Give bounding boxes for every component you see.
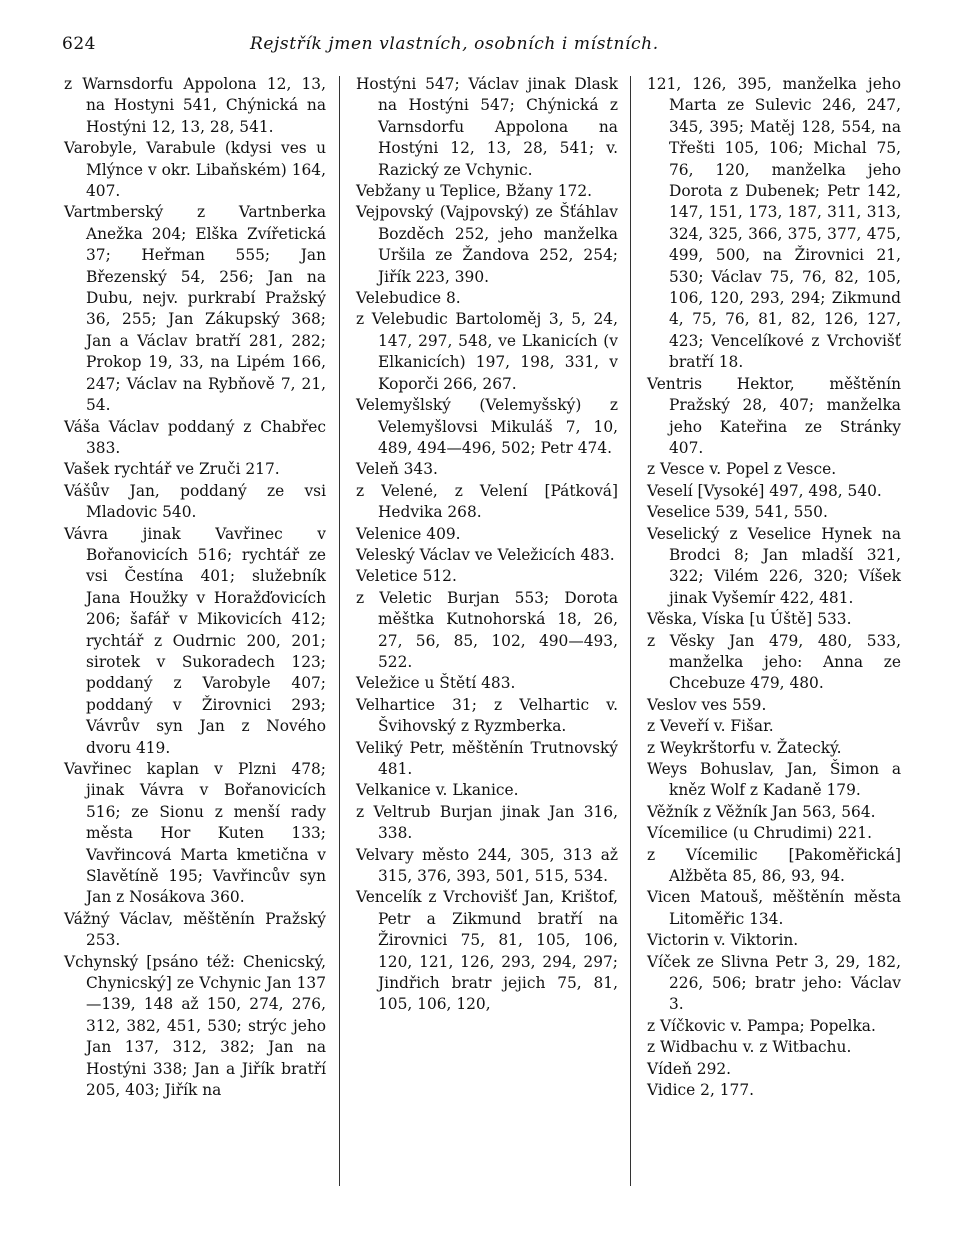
index-entry: Vážný Václav, měštěnín Pražský 253. bbox=[64, 909, 326, 950]
index-entry: 121, 126, 395, manželka jeho Marta ze Sulevic 246, 247, 345, 395; Matěj 128, 554, na Třešti 105, 106; Michal 75, 76, 120, manželka jeho Dorota z Dubenek; Petr 142, 147, 151, 173, 187, 311, 313, 324, 325, 366, 375, 377, 475, 499, 500, na Žirovnici 21, 530; Václav 75, 76, 82, 105, 106, 120, 293, 294; Zikmund 4, 75, 76, 81, 82, 126, 127, 423; Vencelíkové z Vrchovišť bratří 18. bbox=[647, 75, 901, 372]
index-entry: Věžník z Věžník Jan 563, 564. bbox=[647, 802, 876, 821]
index-entry: Vebžany u Teplice, Bžany 172. bbox=[356, 182, 592, 201]
index-entry: Vejpovský (Vajpovský) ze Šťáhlav Bozděch 252, jeho manželka Uršila ze Žandova 252, 254; Jiřík 223, 390. bbox=[356, 203, 618, 286]
column-divider bbox=[630, 76, 631, 1186]
index-entry: Veselice 539, 541, 550. bbox=[647, 503, 828, 522]
index-entry: Ventris Hektor, měštěnín Pražský 28, 407; manželka jeho Kateřina ze Stránky 407. bbox=[647, 374, 901, 457]
index-entry: Vášův Jan, poddaný ze vsi Mladovic 540. bbox=[64, 481, 326, 522]
index-entry: Velkanice v. Lkanice. bbox=[356, 781, 519, 800]
index-entry: Vícemilice (u Chrudimi) 221. bbox=[647, 824, 872, 843]
index-entry: Váša Václav poddaný z Chabřec 383. bbox=[64, 417, 326, 457]
index-entry: Veliký Petr, měštěnín Trutnovský 481. bbox=[356, 738, 618, 778]
column-divider bbox=[339, 76, 340, 1186]
index-entry: Veselický z Veselice Hynek na Brodci 8; Jan mladší 321, 322; Vilém 226, 320; Víšek jinak Vyšemír 422, 481. bbox=[647, 524, 901, 607]
index-entry: Veleň 343. bbox=[356, 460, 438, 479]
index-entry: Vídeň 292. bbox=[647, 1059, 732, 1078]
index-entry: z Velebudic Bartoloměj 3, 5, 24, 147, 297, 548, ve Lkanicích (v Elkanicích) 197, 198, 331, v Koporči 266, 267. bbox=[356, 310, 618, 393]
index-entry: Velebudice 8. bbox=[356, 289, 461, 308]
running-title: Rejstřík jmen vlastních, osobních i místních. bbox=[250, 34, 659, 54]
index-entry: Veletice 512. bbox=[356, 567, 457, 586]
index-entry: Velhartice 31; z Velhartic v. Švihovský z Ryzmberka. bbox=[356, 695, 618, 736]
index-entry: z Widbachu v. z Witbachu. bbox=[647, 1038, 852, 1057]
index-entry: z Velené, z Velení [Pátková] Hedvika 268. bbox=[356, 481, 618, 522]
index-entry: Věska, Víska [u Úště] 533. bbox=[647, 610, 852, 629]
index-entry: z Věsky Jan 479, 480, 533, manželka jeho: Anna ze Chcebuze 479, 480. bbox=[647, 631, 901, 693]
index-entry: Vchynský [psáno též: Chenicský, Chynicský] ze Vchynic Jan 137—139, 148 až 150, 274, 276, 312, 382, 451, 530; strýc jeho Jan 137, 312, 382; Jan na Hostýni 338; Jan a Jiřík bratří 205, 403; Jiřík na bbox=[64, 952, 326, 1100]
index-column-3 bbox=[647, 74, 901, 1102]
index-entry: z Veltrub Burjan jinak Jan 316, 338. bbox=[356, 802, 618, 843]
index-entry: z Warnsdorfu Appolona 12, 13, na Hostyni 541, Chýnická na Hostýni 12, 13, 28, 541. bbox=[64, 75, 326, 136]
index-entry: Vencelík z Vrchovišť Jan, Krištof, Petr a Zikmund bratří na Žirovnici 75, 81, 105, 106, 120, 121, 126, 293, 294, 297; Jindřich bratr jejich 75, 81, 105, 106, 120, bbox=[356, 888, 618, 1014]
index-entry: z Veveří v. Fišar. bbox=[647, 717, 774, 736]
index-entry: Velemyšlský (Velemyšský) z Velemyšlovsi Mikuláš 7, 10, 489, 494—496, 502; Petr 474. bbox=[356, 396, 618, 457]
index-entry: z Weykrštorfu v. Žatecký. bbox=[647, 738, 842, 757]
index-entry: Víček ze Slivna Petr 3, 29, 182, 226, 506; bratr jeho: Václav 3. bbox=[647, 952, 901, 1014]
index-entry: z Víčkovic v. Pampa; Popelka. bbox=[647, 1016, 876, 1035]
index-entry: Vicen Matouš, měštěnín města Litoměřic 134. bbox=[647, 888, 901, 928]
index-entry: Veslov ves 559. bbox=[647, 695, 767, 714]
index-entry: Velenice 409. bbox=[356, 524, 461, 543]
index-entry: z Vesce v. Popel z Vesce. bbox=[647, 460, 837, 479]
index-entry: Vašek rychtář ve Zruči 217. bbox=[64, 460, 280, 479]
index-column-1 bbox=[64, 74, 326, 1102]
index-entry: Veselí [Vysoké] 497, 498, 540. bbox=[647, 481, 882, 500]
index-entry: Weys Bohuslav, Jan, Šimon a kněz Wolf z Kadaně 179. bbox=[647, 760, 901, 800]
index-entry: Hostýni 547; Václav jinak Dlask na Hostýni 547; Chýnická z Varnsdorfu Appolona na Hostýni 12, 13, 28, 541; v. Razický ze Vchynic. bbox=[356, 75, 618, 179]
index-entry: Velvary město 244, 305, 313 až 315, 376, 393, 501, 515, 534. bbox=[356, 845, 618, 886]
index-entry: Varobyle, Varabule (kdysi ves u Mlýnce v okr. Libaňském) 164, 407. bbox=[64, 139, 326, 201]
index-entry: z Vícemilic [Pakoměřická] Alžběta 85, 86, 93, 94. bbox=[647, 845, 901, 886]
index-entry: Vartmberský z Vartnberka Anežka 204; Elška Zvířetická 37; Heřman 555; Jan Březenský 54, 256; Jan na Dubu, nejv. purkrabí Pražský 36, 255; Jan Zákupský 368; Jan a Václav bratří 281, 282; Prokop 19, 33, na Lipém 166, 247; Václav na Rybňově 7, 21, 54. bbox=[64, 203, 326, 415]
index-entry: Veležice u Štětí 483. bbox=[356, 674, 516, 693]
index-entry: Vavřinec kaplan v Plzni 478; jinak Vávra v Bořanovicích 516; ze Sionu z menší rady města Hor Kuten 133; Vavřincová Marta kmetična v Slavětíně 195; Vavřincův syn Jan z Nosákova 360. bbox=[64, 760, 326, 907]
index-entry: Veleský Václav ve Veležicích 483. bbox=[356, 545, 615, 564]
index-column-2 bbox=[356, 74, 618, 1016]
page-number: 624 bbox=[62, 34, 96, 54]
index-entry: Vávra jinak Vavřinec v Bořanovicích 516; rychtář ze vsi Čestína 401; služebník Jana Houžky v Horažďovicích 206; šafář v Mikovicích 412; rychtář z Oudrnic 200, 201; sirotek v Sukoradech 123; poddaný z Varobyle 407; poddaný v Žirovnici 293; Vávrův syn Jan z Nového dvoru 419. bbox=[64, 524, 326, 757]
index-entry: Victorin v. Viktorin. bbox=[647, 931, 799, 950]
index-entry: z Veletic Burjan 553; Dorota měštka Kutnohorská 18, 26, 27, 56, 85, 102, 490—493, 522. bbox=[356, 588, 618, 671]
index-entry: Vidice 2, 177. bbox=[647, 1081, 755, 1100]
